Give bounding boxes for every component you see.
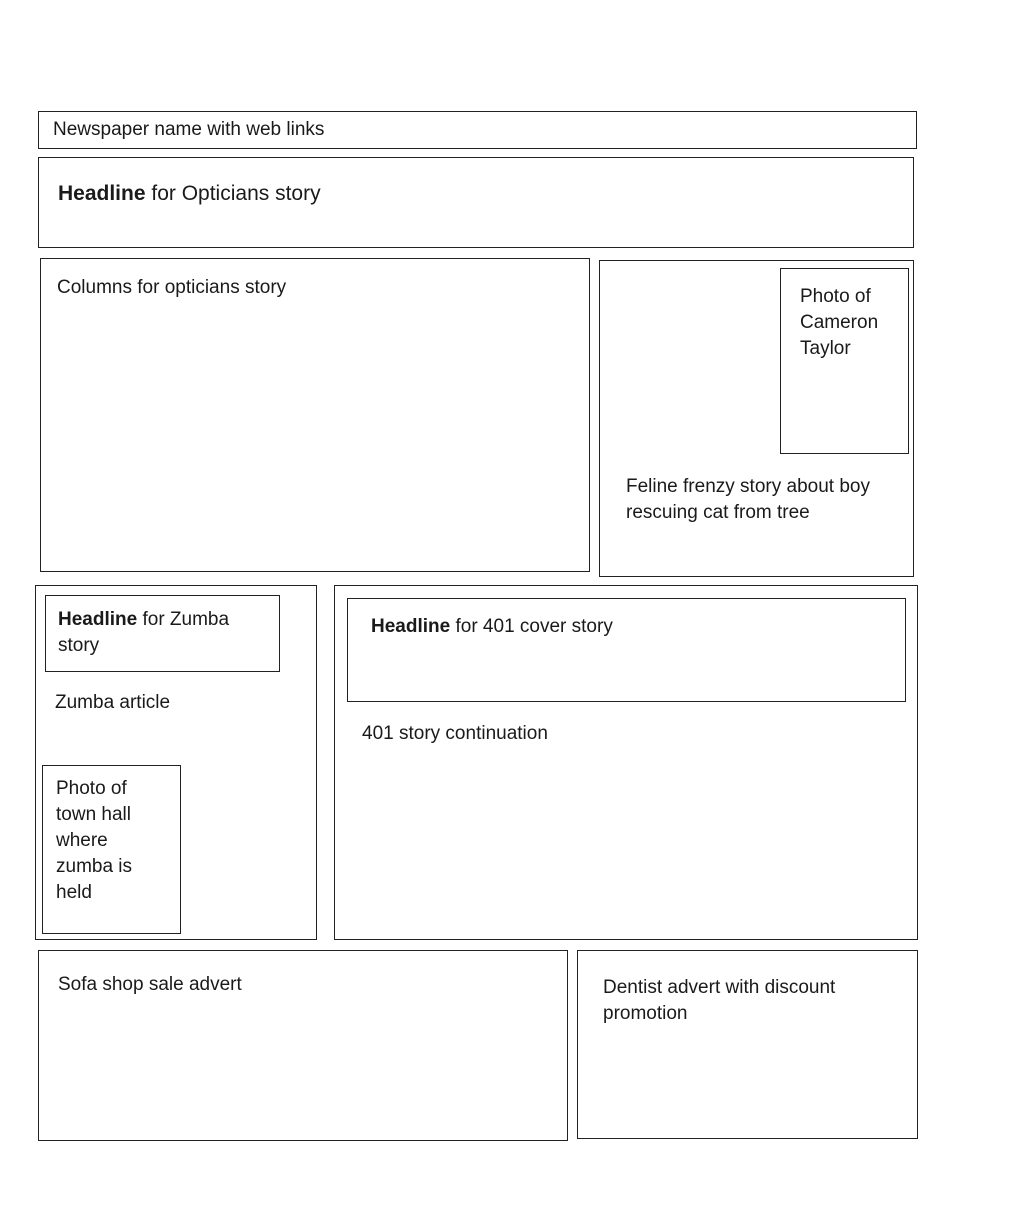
zumba-article-label: Zumba article xyxy=(55,692,171,713)
cover401-headline-box xyxy=(347,598,906,702)
feline-story-label: Feline frenzy story about boy rescuing cat from tree xyxy=(626,476,870,523)
cameron-photo-label: Photo of Cameron Taylor xyxy=(800,286,879,359)
dentist-advert-label: Dentist advert with discount promotion xyxy=(603,977,836,1024)
sofa-advert-box xyxy=(38,950,568,1141)
cover401-headline-rest: for 401 cover story xyxy=(450,616,613,637)
opticians-headline-rest: for Opticians story xyxy=(145,182,321,205)
opticians-headline xyxy=(58,181,321,207)
town-hall-photo-label: Photo of town hall where zumba is held xyxy=(56,778,133,903)
opticians-headline-bold: Headline xyxy=(58,182,146,205)
feline-story-box xyxy=(599,260,914,577)
cover401-headline xyxy=(371,614,613,640)
zumba-section-box xyxy=(35,585,317,940)
cover401-continuation-label: 401 story continuation xyxy=(362,723,548,744)
opticians-columns-label: Columns for opticians story xyxy=(57,277,287,298)
sofa-advert-label: Sofa shop sale advert xyxy=(58,974,242,995)
cover401-headline-bold: Headline xyxy=(371,616,451,637)
masthead-label: Newspaper name with web links xyxy=(53,119,325,140)
zumba-headline-bold: Headline xyxy=(58,609,138,630)
town-hall-photo-box xyxy=(42,765,181,934)
zumba-headline xyxy=(58,607,273,659)
opticians-headline-box xyxy=(38,157,914,248)
dentist-advert-box xyxy=(577,950,918,1139)
masthead-box xyxy=(38,111,917,149)
zumba-headline-rest: for Zumba story xyxy=(58,609,230,656)
zumba-headline-box xyxy=(45,595,280,672)
cameron-photo-box xyxy=(780,268,909,454)
cover401-section-box xyxy=(334,585,918,940)
opticians-columns-box xyxy=(40,258,590,572)
